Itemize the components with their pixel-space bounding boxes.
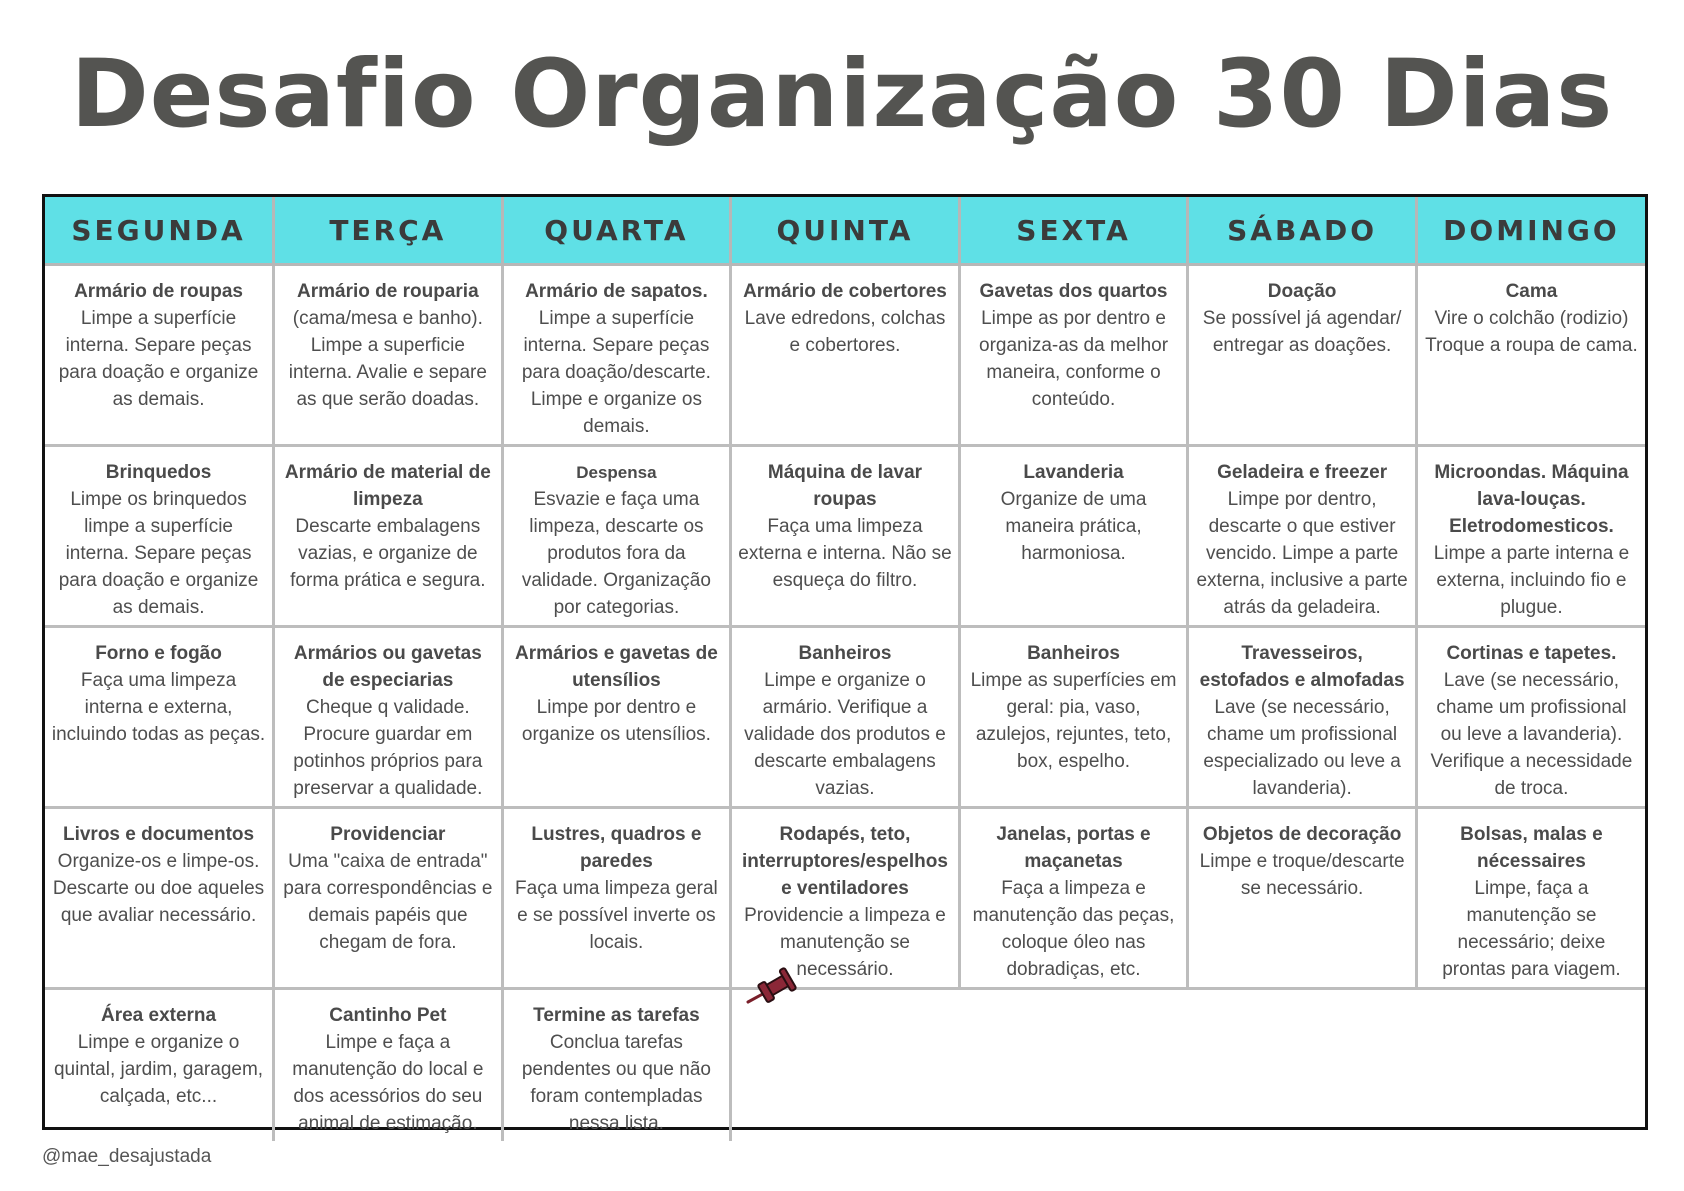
page-title: Desafio Organização 30 Dias — [70, 40, 1614, 149]
task-title: Banheiros — [1027, 643, 1120, 664]
task-description: (cama/mesa e banho). Limpe a superficie interna. Avalie e separe as que serão doadas. — [288, 308, 487, 410]
task-title: Cantinho Pet — [329, 1005, 447, 1026]
task-description: Limpe e organize o armário. Verifique a validade dos produtos e descarte embalagens vazias. — [744, 670, 946, 799]
day-cell — [274, 265, 503, 446]
day-cell — [45, 808, 274, 989]
weekday-header: QUARTA — [502, 197, 731, 265]
calendar-body — [45, 265, 1645, 1142]
task-title: Cama — [1505, 281, 1558, 302]
day-cell — [1416, 627, 1645, 808]
day-cell — [959, 627, 1188, 808]
day-cell — [502, 627, 731, 808]
task-title: Armários e gavetas de utensílios — [515, 643, 718, 691]
task-title: Armários ou gavetas de especiarias — [293, 643, 482, 691]
task-title: Termine as tarefas — [533, 1005, 700, 1026]
task-title: Doação — [1267, 281, 1337, 302]
task-description: Limpe as superfícies em geral: pia, vaso, azulejos, rejuntes, teto, box, espelho. — [970, 670, 1177, 772]
day-cell — [731, 446, 960, 627]
task-description: Lave (se necessário, chame um profissional ou leve a lavanderia). Verifique a necessidade de troca. — [1430, 670, 1633, 799]
day-cell — [1188, 627, 1417, 808]
task-description: Limpe a superfície interna. Separe peças para doação/descarte. Limpe e organize os demais. — [521, 308, 711, 437]
weekday-header: SEGUNDA — [45, 197, 274, 265]
week-row — [45, 989, 1645, 1142]
task-description: Faça a limpeza e manutenção das peças, coloque óleo nas dobradiças, etc. — [972, 878, 1175, 980]
task-description: Uma "caixa de entrada" para correspondências e demais papéis que chegam de fora. — [283, 851, 493, 953]
task-description: Se possível já agendar/ entregar as doações. — [1202, 308, 1402, 356]
task-title: Providenciar — [330, 824, 446, 845]
task-title: Janelas, portas e maçanetas — [996, 824, 1151, 872]
day-cell — [1188, 265, 1417, 446]
task-description: Organize de uma maneira prática, harmoniosa. — [1000, 489, 1147, 564]
day-cell — [45, 989, 274, 1142]
day-cell — [731, 627, 960, 808]
weekday-header-row — [45, 197, 1645, 265]
day-cell — [45, 446, 274, 627]
task-description: Esvazie e faça uma limpeza, descarte os produtos fora da validade. Organização por categorias. — [521, 489, 711, 618]
empty-cell — [1416, 989, 1645, 1142]
day-cell — [1188, 808, 1417, 989]
week-row — [45, 265, 1645, 446]
day-cell — [502, 989, 731, 1142]
task-description: Limpe e troque/descarte se necessário. — [1199, 851, 1405, 899]
day-cell — [45, 265, 274, 446]
task-title: Cortinas e tapetes. — [1446, 643, 1617, 664]
day-cell — [502, 446, 731, 627]
task-description: Limpe por dentro, descarte o que estiver vencido. Limpe a parte externa, inclusive a parte atrás da geladeira. — [1196, 489, 1408, 618]
task-description: Cheque q validade. Procure guardar em potinhos próprios para preservar a qualidade. — [293, 697, 483, 799]
task-title: Geladeira e freezer — [1217, 462, 1388, 483]
task-description: Limpe, faça a manutenção se necessário; deixe prontas para viagem. — [1442, 878, 1621, 980]
task-title: Microondas. Máquina lava-louças. Eletrodomesticos. — [1434, 462, 1629, 537]
day-cell — [959, 265, 1188, 446]
day-cell — [502, 808, 731, 989]
task-description: Faça uma limpeza externa e interna. Não se esqueça do filtro. — [738, 516, 952, 591]
task-description: Descarte embalagens vazias, e organize de forma prática e segura. — [290, 516, 486, 591]
week-row — [45, 627, 1645, 808]
day-cell — [1416, 265, 1645, 446]
task-title: Máquina de lavar roupas — [767, 462, 923, 510]
weekday-header: QUINTA — [731, 197, 960, 265]
task-title: Bolsas, malas e nécessaires — [1460, 824, 1603, 872]
task-title: Armário de rouparia — [297, 281, 479, 302]
task-description: Lave edredons, colchas e cobertores. — [744, 308, 946, 356]
task-title: Armário de roupas — [74, 281, 243, 302]
day-cell — [1416, 808, 1645, 989]
task-title: Lustres, quadros e paredes — [531, 824, 702, 872]
week-row — [45, 808, 1645, 989]
calendar-table — [45, 197, 1645, 1141]
day-cell — [731, 265, 960, 446]
weekday-header: TERÇA — [274, 197, 503, 265]
day-cell — [502, 265, 731, 446]
calendar-grid — [42, 194, 1648, 1134]
task-title: Armário de cobertores — [743, 281, 947, 302]
task-title: Armário de sapatos. — [525, 281, 708, 302]
task-title: Forno e fogão — [95, 643, 222, 664]
empty-cell — [1188, 989, 1417, 1142]
day-cell — [45, 627, 274, 808]
day-cell — [274, 808, 503, 989]
weekday-header: SEXTA — [959, 197, 1188, 265]
day-cell — [959, 808, 1188, 989]
task-description: Limpe e faça a manutenção do local e dos acessórios do seu animal de estimação. — [292, 1032, 484, 1134]
task-title: Objetos de decoração — [1202, 824, 1402, 845]
task-title: Despensa — [576, 463, 657, 482]
day-cell — [1188, 446, 1417, 627]
empty-cell — [959, 989, 1188, 1142]
task-description: Organize-os e limpe-os. Descarte ou doe aqueles que avaliar necessário. — [52, 851, 265, 926]
task-title: Rodapés, teto, interruptores/espelhos e ventiladores — [742, 824, 948, 899]
task-description: Limpe e organize o quintal, jardim, garagem, calçada, etc... — [53, 1032, 264, 1107]
task-description: Limpe as por dentro e organiza-as da melhor maneira, conforme o conteúdo. — [979, 308, 1169, 410]
week-row — [45, 446, 1645, 627]
task-title: Gavetas dos quartos — [979, 281, 1168, 302]
day-cell — [1416, 446, 1645, 627]
day-cell — [274, 627, 503, 808]
task-description: Lave (se necessário, chame um profissional especializado ou leve a lavanderia). — [1203, 697, 1401, 799]
weekday-header: DOMINGO — [1416, 197, 1645, 265]
task-description: Limpe por dentro e organize os utensílios. — [521, 697, 711, 745]
task-description: Faça uma limpeza geral e se possível inverte os locais. — [515, 878, 718, 953]
task-description: Limpe os brinquedos limpe a superfície interna. Separe peças para doação e organize as demais. — [58, 489, 259, 618]
day-cell — [274, 446, 503, 627]
task-title: Travesseiros, estofados e almofadas — [1199, 643, 1405, 691]
task-title: Armário de material de limpeza — [284, 462, 491, 510]
task-description: Limpe a superfície interna. Separe peças para doação e organize as demais. — [58, 308, 259, 410]
weekday-header: SÁBADO — [1188, 197, 1417, 265]
task-title: Área externa — [100, 1005, 217, 1026]
task-description: Conclua tarefas pendentes ou que não foram contempladas nessa lista. — [521, 1032, 711, 1134]
day-cell — [959, 446, 1188, 627]
day-cell — [274, 989, 503, 1142]
task-description: Limpe a parte interna e externa, incluindo fio e plugue. — [1433, 543, 1630, 618]
task-title: Banheiros — [798, 643, 892, 664]
author-credit: @mae_desajustada — [42, 1146, 212, 1167]
task-description: Vire o colchão (rodizio) Troque a roupa de cama. — [1425, 308, 1638, 356]
task-description: Providencie a limpeza e manutenção se necessário. — [744, 905, 946, 980]
task-title: Brinquedos — [105, 462, 212, 483]
task-title: Lavanderia — [1023, 462, 1124, 483]
task-title: Livros e documentos — [62, 824, 255, 845]
task-description: Faça uma limpeza interna e externa, incluindo todas as peças. — [51, 670, 266, 745]
pushpin-icon — [744, 962, 806, 1029]
